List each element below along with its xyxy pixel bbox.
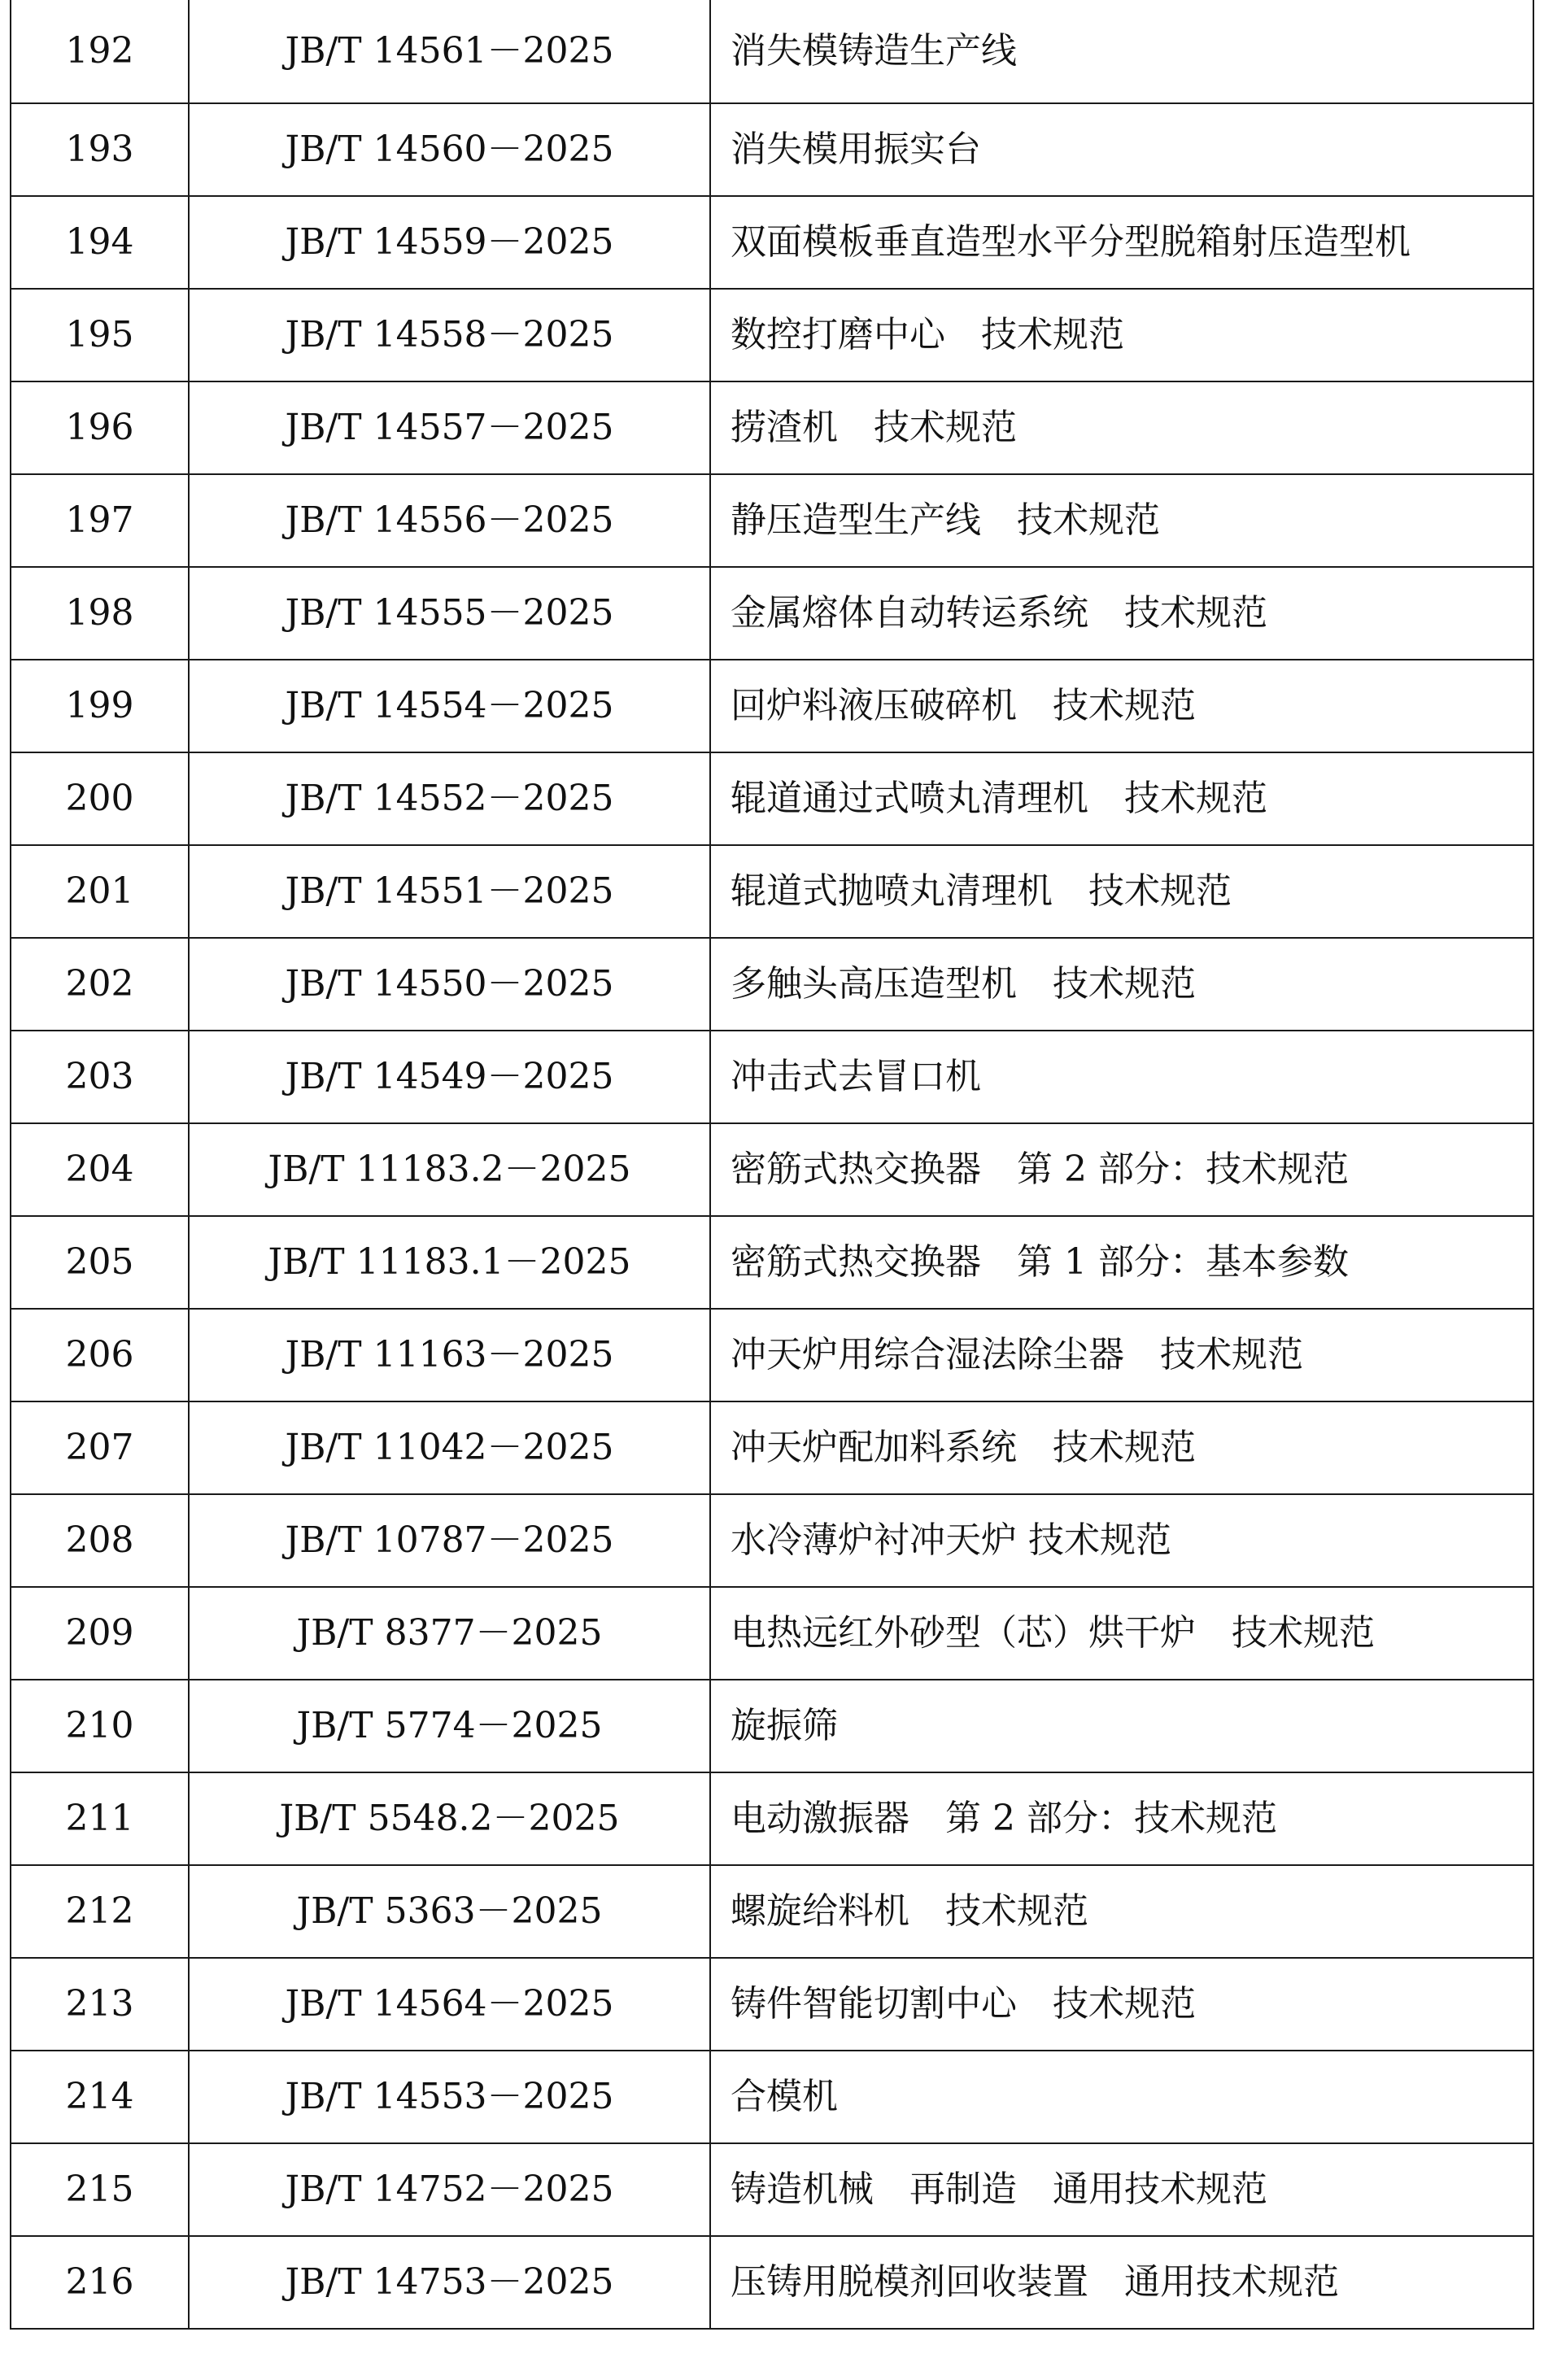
serial-number-cell: 214: [11, 2051, 189, 2143]
table-row: [11, 1958, 1533, 2051]
table-row: [11, 660, 1533, 752]
standard-number-cell: JB/T 11183.1－2025: [189, 1216, 710, 1309]
standard-name-cell: 铸造机械 再制造 通用技术规范: [710, 2143, 1533, 2236]
table-row: [11, 2051, 1533, 2143]
serial-number-cell: 198: [11, 567, 189, 660]
table-row: [11, 567, 1533, 660]
standard-name-cell: 静压造型生产线 技术规范: [710, 474, 1533, 567]
standard-name-cell: 合模机: [710, 2051, 1533, 2143]
standard-name-cell: 回炉料液压破碎机 技术规范: [710, 660, 1533, 752]
table-row: [11, 1494, 1533, 1587]
serial-number-cell: 201: [11, 845, 189, 938]
standard-name-cell: 电热远红外砂型（芯）烘干炉 技术规范: [710, 1587, 1533, 1680]
standard-name-cell: 电动激振器 第 2 部分：技术规范: [710, 1772, 1533, 1865]
table-row: [11, 2236, 1533, 2329]
standard-name-cell: 水冷薄炉衬冲天炉 技术规范: [710, 1494, 1533, 1587]
standard-number-cell: JB/T 14550－2025: [189, 938, 710, 1031]
table-row: [11, 1401, 1533, 1494]
table-row: [11, 1216, 1533, 1309]
serial-number-cell: 199: [11, 660, 189, 752]
serial-number-cell: 202: [11, 938, 189, 1031]
table-row: [11, 752, 1533, 845]
standard-number-cell: JB/T 14553－2025: [189, 2051, 710, 2143]
standard-number-cell: JB/T 8377－2025: [189, 1587, 710, 1680]
serial-number-cell: 213: [11, 1958, 189, 2051]
standard-number-cell: JB/T 14549－2025: [189, 1031, 710, 1123]
table-row: [11, 845, 1533, 938]
table-row: [11, 1680, 1533, 1772]
standard-name-cell: 多触头高压造型机 技术规范: [710, 938, 1533, 1031]
table-row: [11, 103, 1533, 196]
serial-number-cell: 212: [11, 1865, 189, 1958]
serial-number-cell: 194: [11, 196, 189, 289]
table-row: [11, 1865, 1533, 1958]
standard-number-cell: JB/T 5774－2025: [189, 1680, 710, 1772]
standard-name-cell: 压铸用脱模剂回收装置 通用技术规范: [710, 2236, 1533, 2329]
serial-number-cell: 210: [11, 1680, 189, 1772]
serial-number-cell: 204: [11, 1123, 189, 1216]
standard-number-cell: JB/T 14551－2025: [189, 845, 710, 938]
standard-number-cell: JB/T 14752－2025: [189, 2143, 710, 2236]
standard-number-cell: JB/T 14554－2025: [189, 660, 710, 752]
serial-number-cell: 207: [11, 1401, 189, 1494]
standard-name-cell: 辊道式抛喷丸清理机 技术规范: [710, 845, 1533, 938]
standard-name-cell: 密筋式热交换器 第 2 部分：技术规范: [710, 1123, 1533, 1216]
table-row: [11, 474, 1533, 567]
table-row: [11, 381, 1533, 474]
serial-number-cell: 215: [11, 2143, 189, 2236]
standard-number-cell: JB/T 14559－2025: [189, 196, 710, 289]
serial-number-cell: 208: [11, 1494, 189, 1587]
table-row: [11, 1309, 1533, 1401]
table-row: [11, 1772, 1533, 1865]
serial-number-cell: 200: [11, 752, 189, 845]
standard-number-cell: JB/T 5548.2－2025: [189, 1772, 710, 1865]
standard-number-cell: JB/T 14753－2025: [189, 2236, 710, 2329]
standard-number-cell: JB/T 14556－2025: [189, 474, 710, 567]
standard-name-cell: 螺旋给料机 技术规范: [710, 1865, 1533, 1958]
standard-name-cell: 旋振筛: [710, 1680, 1533, 1772]
standard-name-cell: 密筋式热交换器 第 1 部分：基本参数: [710, 1216, 1533, 1309]
table-row: [11, 196, 1533, 289]
serial-number-cell: 196: [11, 381, 189, 474]
standard-name-cell: 冲天炉用综合湿法除尘器 技术规范: [710, 1309, 1533, 1401]
serial-number-cell: 205: [11, 1216, 189, 1309]
table-row: [11, 2143, 1533, 2236]
standard-name-cell: 双面模板垂直造型水平分型脱箱射压造型机: [710, 196, 1533, 289]
serial-number-cell: 195: [11, 289, 189, 381]
standard-number-cell: JB/T 11163－2025: [189, 1309, 710, 1401]
standard-name-cell: 消失模铸造生产线: [710, 0, 1533, 103]
standard-name-cell: 捞渣机 技术规范: [710, 381, 1533, 474]
standard-number-cell: JB/T 14560－2025: [189, 103, 710, 196]
standard-name-cell: 辊道通过式喷丸清理机 技术规范: [710, 752, 1533, 845]
serial-number-cell: 206: [11, 1309, 189, 1401]
serial-number-cell: 211: [11, 1772, 189, 1865]
standard-number-cell: JB/T 14564－2025: [189, 1958, 710, 2051]
standard-number-cell: JB/T 14555－2025: [189, 567, 710, 660]
table-row: [11, 0, 1533, 103]
standard-name-cell: 金属熔体自动转运系统 技术规范: [710, 567, 1533, 660]
standard-number-cell: JB/T 14561－2025: [189, 0, 710, 103]
serial-number-cell: 216: [11, 2236, 189, 2329]
standard-number-cell: JB/T 14552－2025: [189, 752, 710, 845]
standard-number-cell: JB/T 10787－2025: [189, 1494, 710, 1587]
standard-name-cell: 铸件智能切割中心 技术规范: [710, 1958, 1533, 2051]
table-row: [11, 1587, 1533, 1680]
standards-table: [10, 0, 1534, 2330]
standards-table-body: [11, 0, 1533, 2329]
standard-name-cell: 数控打磨中心 技术规范: [710, 289, 1533, 381]
table-row: [11, 1123, 1533, 1216]
standard-number-cell: JB/T 14558－2025: [189, 289, 710, 381]
serial-number-cell: 197: [11, 474, 189, 567]
standard-name-cell: 消失模用振实台: [710, 103, 1533, 196]
standard-number-cell: JB/T 5363－2025: [189, 1865, 710, 1958]
standard-name-cell: 冲天炉配加料系统 技术规范: [710, 1401, 1533, 1494]
standard-number-cell: JB/T 11183.2－2025: [189, 1123, 710, 1216]
serial-number-cell: 209: [11, 1587, 189, 1680]
serial-number-cell: 192: [11, 0, 189, 103]
standard-name-cell: 冲击式去冒口机: [710, 1031, 1533, 1123]
document-page: [10, 0, 1534, 2330]
table-row: [11, 289, 1533, 381]
standard-number-cell: JB/T 11042－2025: [189, 1401, 710, 1494]
serial-number-cell: 193: [11, 103, 189, 196]
table-row: [11, 1031, 1533, 1123]
standard-number-cell: JB/T 14557－2025: [189, 381, 710, 474]
serial-number-cell: 203: [11, 1031, 189, 1123]
table-row: [11, 938, 1533, 1031]
